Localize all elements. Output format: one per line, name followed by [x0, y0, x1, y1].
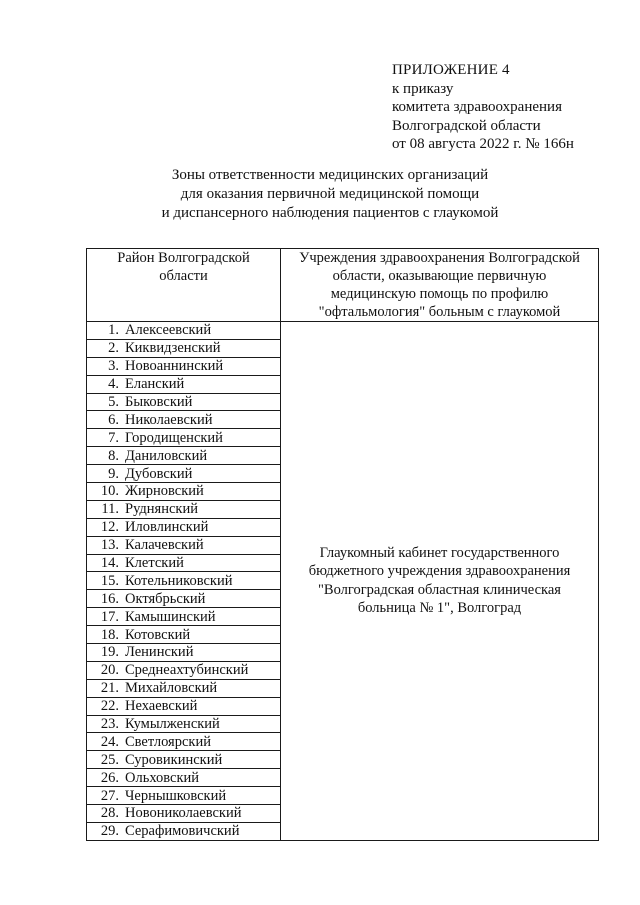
- row-number: 26.: [100, 769, 119, 786]
- row-number: 13.: [100, 537, 119, 554]
- region-name: Руднянский: [125, 501, 198, 518]
- region-name: Светлоярский: [125, 733, 211, 750]
- region-name: Дубовский: [125, 465, 193, 482]
- region-cell: [87, 536, 281, 554]
- region-cell: [87, 411, 281, 429]
- region-cell: [87, 429, 281, 447]
- row-number: 14.: [100, 555, 119, 572]
- row-number: 2.: [108, 340, 119, 357]
- row-number: 1.: [108, 322, 119, 339]
- region-name: Кумылженский: [125, 716, 220, 733]
- institution-cell: [281, 322, 599, 841]
- region-cell: [87, 769, 281, 787]
- institution-line: "Волгоградская областная клиническая: [318, 581, 561, 598]
- header-region-line: области: [159, 268, 208, 284]
- appendix-committee: комитета здравоохранения: [392, 99, 562, 115]
- region-name: Киквидзенский: [125, 340, 221, 357]
- row-number: 19.: [100, 644, 119, 661]
- region-name: Алексеевский: [125, 322, 212, 339]
- region-name: Даниловский: [125, 447, 208, 464]
- region-name: Серафимовичский: [125, 823, 240, 840]
- appendix-order-ref: к приказу: [392, 80, 454, 97]
- region-name: Ленинский: [125, 644, 194, 661]
- region-name: Суровикинский: [125, 751, 223, 768]
- region-name: Михайловский: [125, 680, 218, 697]
- row-number: 23.: [100, 716, 119, 733]
- row-number: 28.: [100, 805, 119, 822]
- institution-line: больница № 1", Волгоград: [357, 600, 522, 617]
- region-cell: [87, 465, 281, 483]
- row-number: 25.: [100, 751, 119, 768]
- region-cell: [87, 572, 281, 590]
- row-number: 18.: [100, 626, 119, 643]
- row-number: 3.: [108, 358, 119, 375]
- row-number: 20.: [100, 662, 119, 679]
- header-region-line: Район Волгоградской: [117, 250, 250, 266]
- region-name: Ольховский: [125, 769, 200, 786]
- appendix-date: от 08 августа 2022 г. № 166н: [392, 136, 574, 152]
- row-number: 12.: [100, 519, 119, 536]
- header-institution: [281, 249, 599, 322]
- row-number: 9.: [108, 465, 119, 482]
- region-cell: [87, 554, 281, 572]
- header-institution-line: области, оказывающие первичную: [332, 268, 547, 284]
- row-number: 22.: [100, 698, 119, 715]
- row-number: 11.: [101, 501, 119, 518]
- region-cell: [87, 375, 281, 393]
- row-number: 15.: [100, 572, 119, 589]
- row-number: 16.: [100, 590, 119, 607]
- region-name: Городищенский: [125, 429, 223, 446]
- region-cell: [87, 447, 281, 465]
- region-cell: [87, 322, 281, 340]
- region-name: Быковский: [125, 394, 193, 410]
- region-cell: [87, 518, 281, 536]
- region-name: Чернышковский: [125, 787, 227, 804]
- header-institution-line: медицинскую помощь по профилю: [330, 286, 549, 302]
- header-institution-line: "офтальмология" больным с глаукомой: [318, 304, 561, 320]
- region-name: Котовский: [125, 626, 191, 643]
- region-cell: [87, 357, 281, 375]
- region-name: Новониколаевский: [125, 805, 242, 822]
- appendix-number: ПРИЛОЖЕНИЕ 4: [392, 62, 510, 78]
- row-number: 21.: [100, 680, 119, 697]
- region-cell: [87, 787, 281, 805]
- row-number: 5.: [108, 394, 119, 410]
- row-number: 27.: [100, 787, 119, 804]
- row-number: 10.: [100, 483, 119, 500]
- row-number: 8.: [108, 447, 119, 464]
- region-name: Клетский: [125, 555, 184, 572]
- region-name: Еланский: [125, 376, 185, 393]
- responsibility-zones-table: [86, 248, 599, 841]
- region-cell: [87, 483, 281, 501]
- table-row: [87, 322, 599, 340]
- region-cell: [87, 733, 281, 751]
- region-name: Среднеахтубинский: [125, 662, 249, 679]
- row-number: 4.: [108, 376, 119, 393]
- region-cell: [87, 679, 281, 697]
- region-cell: [87, 697, 281, 715]
- region-cell: [87, 339, 281, 357]
- title-line: Зоны ответственности медицинских организаций: [171, 167, 489, 183]
- title-line: и диспансерного наблюдения пациентов с глаукомой: [161, 205, 499, 221]
- region-cell: [87, 661, 281, 679]
- region-cell: [87, 393, 281, 411]
- region-cell: [87, 822, 281, 840]
- row-number: 6.: [108, 411, 119, 428]
- region-cell: [87, 590, 281, 608]
- region-name: Камышинский: [125, 608, 216, 625]
- region-name: Нехаевский: [125, 698, 198, 715]
- header-region: [87, 249, 281, 322]
- region-name: Октябрьский: [125, 590, 206, 607]
- region-cell: [87, 751, 281, 769]
- region-name: Новоаннинский: [125, 358, 224, 375]
- region-cell: [87, 500, 281, 518]
- region-cell: [87, 805, 281, 823]
- document-title: [60, 166, 600, 223]
- title-line: для оказания первичной медицинской помощи: [180, 186, 480, 202]
- region-name: Николаевский: [125, 411, 213, 428]
- header-institution-line: Учреждения здравоохранения Волгоградской: [299, 250, 580, 266]
- region-name: Иловлинский: [125, 519, 209, 536]
- region-name: Калачевский: [125, 537, 204, 554]
- region-cell: [87, 715, 281, 733]
- row-number: 24.: [100, 733, 119, 750]
- row-number: 17.: [100, 608, 119, 625]
- region-cell: [87, 608, 281, 626]
- institution-line: Глаукомный кабинет государственного: [319, 544, 560, 561]
- appendix-header: [392, 61, 632, 154]
- institution-line: бюджетного учреждения здравоохранения: [308, 563, 571, 580]
- appendix-region: Волгоградской области: [392, 117, 541, 134]
- table-header-row: [87, 249, 599, 322]
- region-name: Жирновский: [125, 483, 204, 500]
- row-number: 7.: [108, 429, 119, 446]
- region-cell: [87, 626, 281, 644]
- region-name: Котельниковский: [125, 572, 233, 589]
- table-body: [87, 322, 599, 841]
- row-number: 29.: [100, 823, 119, 840]
- region-cell: [87, 644, 281, 662]
